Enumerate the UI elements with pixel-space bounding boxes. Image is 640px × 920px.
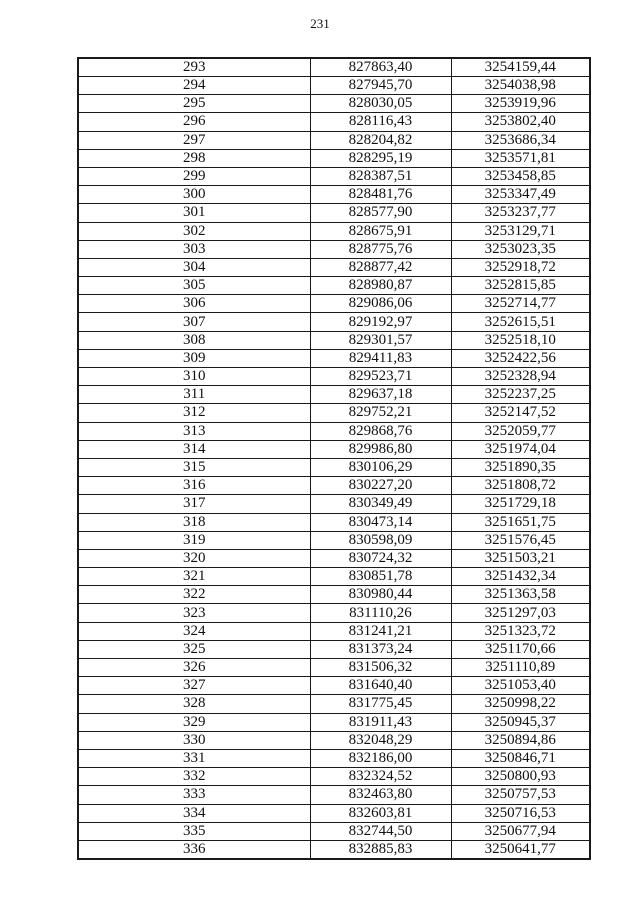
table-row <box>78 731 590 749</box>
x-coordinate-cell: 828675,91 <box>310 222 451 240</box>
x-coordinate-cell: 827945,70 <box>310 77 451 95</box>
y-coordinate-cell: 3253237,77 <box>451 204 590 222</box>
table-row <box>78 77 590 95</box>
point-number-cell: 319 <box>78 531 310 549</box>
table-row <box>78 167 590 185</box>
y-coordinate-cell: 3251808,72 <box>451 477 590 495</box>
point-number-cell: 314 <box>78 440 310 458</box>
x-coordinate-cell: 832603,81 <box>310 804 451 822</box>
point-number-cell: 334 <box>78 804 310 822</box>
y-coordinate-cell: 3253571,81 <box>451 149 590 167</box>
y-coordinate-cell: 3252059,77 <box>451 422 590 440</box>
point-number-cell: 309 <box>78 349 310 367</box>
point-number-cell: 318 <box>78 513 310 531</box>
x-coordinate-cell: 832324,52 <box>310 768 451 786</box>
x-coordinate-cell: 831110,26 <box>310 604 451 622</box>
x-coordinate-cell: 827863,40 <box>310 58 451 77</box>
y-coordinate-cell: 3250800,93 <box>451 768 590 786</box>
table-row <box>78 131 590 149</box>
y-coordinate-cell: 3253129,71 <box>451 222 590 240</box>
point-number-cell: 322 <box>78 586 310 604</box>
x-coordinate-cell: 831911,43 <box>310 713 451 731</box>
table-row <box>78 277 590 295</box>
y-coordinate-cell: 3254038,98 <box>451 77 590 95</box>
x-coordinate-cell: 830106,29 <box>310 458 451 476</box>
point-number-cell: 336 <box>78 840 310 859</box>
y-coordinate-cell: 3251729,18 <box>451 495 590 513</box>
point-number-cell: 293 <box>78 58 310 77</box>
x-coordinate-cell: 830227,20 <box>310 477 451 495</box>
y-coordinate-cell: 3250757,53 <box>451 786 590 804</box>
x-coordinate-cell: 832744,50 <box>310 822 451 840</box>
table-row <box>78 458 590 476</box>
x-coordinate-cell: 828204,82 <box>310 131 451 149</box>
point-number-cell: 328 <box>78 695 310 713</box>
x-coordinate-cell: 829868,76 <box>310 422 451 440</box>
table-row <box>78 258 590 276</box>
y-coordinate-cell: 3251974,04 <box>451 440 590 458</box>
x-coordinate-cell: 829986,80 <box>310 440 451 458</box>
point-number-cell: 296 <box>78 113 310 131</box>
table-row <box>78 622 590 640</box>
x-coordinate-cell: 832463,80 <box>310 786 451 804</box>
table-row <box>78 204 590 222</box>
point-number-cell: 305 <box>78 277 310 295</box>
x-coordinate-cell: 828775,76 <box>310 240 451 258</box>
point-number-cell: 315 <box>78 458 310 476</box>
x-coordinate-cell: 830473,14 <box>310 513 451 531</box>
point-number-cell: 324 <box>78 622 310 640</box>
y-coordinate-cell: 3250945,37 <box>451 713 590 731</box>
coordinates-table <box>77 57 591 860</box>
point-number-cell: 310 <box>78 368 310 386</box>
y-coordinate-cell: 3251170,66 <box>451 640 590 658</box>
x-coordinate-cell: 830980,44 <box>310 586 451 604</box>
table-row <box>78 804 590 822</box>
x-coordinate-cell: 829301,57 <box>310 331 451 349</box>
point-number-cell: 304 <box>78 258 310 276</box>
table-row <box>78 513 590 531</box>
y-coordinate-cell: 3251363,58 <box>451 586 590 604</box>
x-coordinate-cell: 829411,83 <box>310 349 451 367</box>
table-row <box>78 531 590 549</box>
table-row <box>78 113 590 131</box>
table-row <box>78 586 590 604</box>
y-coordinate-cell: 3253919,96 <box>451 95 590 113</box>
table-row <box>78 368 590 386</box>
y-coordinate-cell: 3251432,34 <box>451 568 590 586</box>
x-coordinate-cell: 830349,49 <box>310 495 451 513</box>
table-row <box>78 422 590 440</box>
table-row <box>78 822 590 840</box>
point-number-cell: 325 <box>78 640 310 658</box>
x-coordinate-cell: 829192,97 <box>310 313 451 331</box>
point-number-cell: 335 <box>78 822 310 840</box>
y-coordinate-cell: 3251651,75 <box>451 513 590 531</box>
y-coordinate-cell: 3253023,35 <box>451 240 590 258</box>
table-row <box>78 495 590 513</box>
y-coordinate-cell: 3251890,35 <box>451 458 590 476</box>
x-coordinate-cell: 828577,90 <box>310 204 451 222</box>
point-number-cell: 316 <box>78 477 310 495</box>
x-coordinate-cell: 831640,40 <box>310 677 451 695</box>
x-coordinate-cell: 828030,05 <box>310 95 451 113</box>
y-coordinate-cell: 3252237,25 <box>451 386 590 404</box>
x-coordinate-cell: 828387,51 <box>310 167 451 185</box>
table-row <box>78 568 590 586</box>
y-coordinate-cell: 3254159,44 <box>451 58 590 77</box>
point-number-cell: 300 <box>78 186 310 204</box>
table-row <box>78 677 590 695</box>
x-coordinate-cell: 828481,76 <box>310 186 451 204</box>
page-number: 231 <box>310 16 330 31</box>
y-coordinate-cell: 3251503,21 <box>451 549 590 567</box>
point-number-cell: 299 <box>78 167 310 185</box>
point-number-cell: 312 <box>78 404 310 422</box>
point-number-cell: 320 <box>78 549 310 567</box>
y-coordinate-cell: 3252714,77 <box>451 295 590 313</box>
point-number-cell: 313 <box>78 422 310 440</box>
point-number-cell: 329 <box>78 713 310 731</box>
table-row <box>78 840 590 859</box>
table-row <box>78 713 590 731</box>
y-coordinate-cell: 3251323,72 <box>451 622 590 640</box>
point-number-cell: 331 <box>78 749 310 767</box>
point-number-cell: 294 <box>78 77 310 95</box>
point-number-cell: 330 <box>78 731 310 749</box>
x-coordinate-cell: 829752,21 <box>310 404 451 422</box>
x-coordinate-cell: 832885,83 <box>310 840 451 859</box>
table-row <box>78 240 590 258</box>
table-row <box>78 659 590 677</box>
table-row <box>78 404 590 422</box>
point-number-cell: 317 <box>78 495 310 513</box>
table-row <box>78 295 590 313</box>
y-coordinate-cell: 3253458,85 <box>451 167 590 185</box>
table-row <box>78 477 590 495</box>
y-coordinate-cell: 3252422,56 <box>451 349 590 367</box>
point-number-cell: 327 <box>78 677 310 695</box>
point-number-cell: 308 <box>78 331 310 349</box>
y-coordinate-cell: 3252328,94 <box>451 368 590 386</box>
x-coordinate-cell: 830851,78 <box>310 568 451 586</box>
point-number-cell: 302 <box>78 222 310 240</box>
table-row <box>78 604 590 622</box>
table-row <box>78 768 590 786</box>
table-row <box>78 695 590 713</box>
table-row <box>78 749 590 767</box>
point-number-cell: 298 <box>78 149 310 167</box>
x-coordinate-cell: 828295,19 <box>310 149 451 167</box>
y-coordinate-cell: 3250716,53 <box>451 804 590 822</box>
y-coordinate-cell: 3252615,51 <box>451 313 590 331</box>
point-number-cell: 306 <box>78 295 310 313</box>
table-row <box>78 349 590 367</box>
y-coordinate-cell: 3250998,22 <box>451 695 590 713</box>
x-coordinate-cell: 828980,87 <box>310 277 451 295</box>
point-number-cell: 321 <box>78 568 310 586</box>
y-coordinate-cell: 3253347,49 <box>451 186 590 204</box>
point-number-cell: 333 <box>78 786 310 804</box>
x-coordinate-cell: 831241,21 <box>310 622 451 640</box>
table-row <box>78 95 590 113</box>
point-number-cell: 301 <box>78 204 310 222</box>
y-coordinate-cell: 3250894,86 <box>451 731 590 749</box>
y-coordinate-cell: 3251576,45 <box>451 531 590 549</box>
coordinates-table-body <box>78 58 590 859</box>
table-row <box>78 440 590 458</box>
point-number-cell: 323 <box>78 604 310 622</box>
x-coordinate-cell: 828116,43 <box>310 113 451 131</box>
point-number-cell: 332 <box>78 768 310 786</box>
table-row <box>78 149 590 167</box>
x-coordinate-cell: 831775,45 <box>310 695 451 713</box>
table-row <box>78 331 590 349</box>
y-coordinate-cell: 3251053,40 <box>451 677 590 695</box>
point-number-cell: 307 <box>78 313 310 331</box>
point-number-cell: 297 <box>78 131 310 149</box>
y-coordinate-cell: 3252518,10 <box>451 331 590 349</box>
table-row <box>78 313 590 331</box>
y-coordinate-cell: 3252815,85 <box>451 277 590 295</box>
table-row <box>78 58 590 77</box>
y-coordinate-cell: 3251110,89 <box>451 659 590 677</box>
point-number-cell: 303 <box>78 240 310 258</box>
y-coordinate-cell: 3251297,03 <box>451 604 590 622</box>
table-row <box>78 222 590 240</box>
x-coordinate-cell: 829523,71 <box>310 368 451 386</box>
y-coordinate-cell: 3253686,34 <box>451 131 590 149</box>
y-coordinate-cell: 3252918,72 <box>451 258 590 276</box>
x-coordinate-cell: 830598,09 <box>310 531 451 549</box>
point-number-cell: 311 <box>78 386 310 404</box>
x-coordinate-cell: 832048,29 <box>310 731 451 749</box>
table-row <box>78 549 590 567</box>
y-coordinate-cell: 3250641,77 <box>451 840 590 859</box>
x-coordinate-cell: 829637,18 <box>310 386 451 404</box>
x-coordinate-cell: 830724,32 <box>310 549 451 567</box>
x-coordinate-cell: 828877,42 <box>310 258 451 276</box>
x-coordinate-cell: 832186,00 <box>310 749 451 767</box>
table-row <box>78 786 590 804</box>
y-coordinate-cell: 3252147,52 <box>451 404 590 422</box>
table-row <box>78 186 590 204</box>
point-number-cell: 295 <box>78 95 310 113</box>
y-coordinate-cell: 3250677,94 <box>451 822 590 840</box>
y-coordinate-cell: 3253802,40 <box>451 113 590 131</box>
point-number-cell: 326 <box>78 659 310 677</box>
y-coordinate-cell: 3250846,71 <box>451 749 590 767</box>
table-row <box>78 640 590 658</box>
x-coordinate-cell: 829086,06 <box>310 295 451 313</box>
x-coordinate-cell: 831373,24 <box>310 640 451 658</box>
x-coordinate-cell: 831506,32 <box>310 659 451 677</box>
table-row <box>78 386 590 404</box>
